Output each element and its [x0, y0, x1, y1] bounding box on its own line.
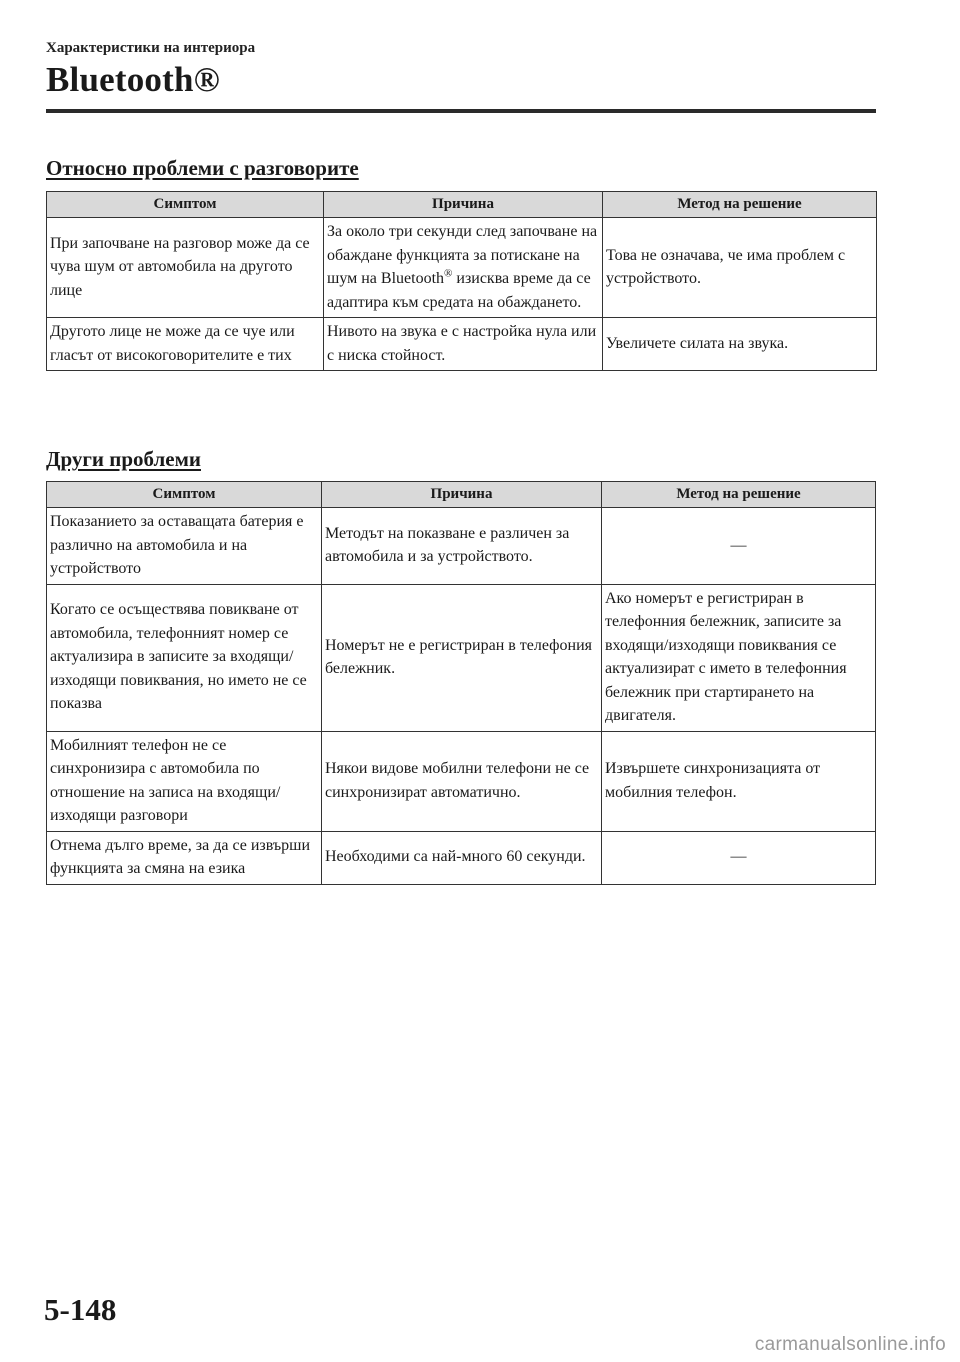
- column-header-cause: Причина: [324, 192, 603, 218]
- cause-cell: Методът на показване е различен за автомобила и за устройството.: [322, 508, 602, 585]
- solution-cell: —: [602, 508, 876, 585]
- column-header-symptom: Симптом: [47, 192, 324, 218]
- symptom-cell: Когато се осъществява повикване от автомобила, телефонният номер се актуализира в записите за входящи/изходящи повиквания, но името не се показва: [47, 584, 322, 731]
- symptom-cell: При започване на разговор може да се чува шум от автомобила на другото лице: [47, 218, 324, 318]
- table-header-row: [47, 192, 877, 218]
- cause-cell: Нивото на звука е с настройка нула или с ниска стойност.: [324, 318, 603, 371]
- call-problems-table: [46, 191, 877, 371]
- other-problems-table: [46, 481, 876, 885]
- cause-cell: Необходими са най-много 60 секунди.: [322, 831, 602, 884]
- solution-cell: —: [602, 831, 876, 884]
- cause-text-continued: изисква време да се адаптира към средата на обаждането.: [327, 270, 591, 311]
- cause-cell: Номерът не е регистриран в телефония бележник.: [322, 584, 602, 731]
- column-header-symptom: Симптом: [47, 482, 322, 508]
- symptom-cell: Отнема дълго време, за да се извърши функцията за смяна на езика: [47, 831, 322, 884]
- page-number: 5-148: [44, 1292, 117, 1327]
- cause-cell: Някои видове мобилни телефони не се синхронизират автоматично.: [322, 731, 602, 831]
- watermark: carmanualsonline.info: [754, 1334, 946, 1355]
- cause-text: За около три секунди след започване на обаждане функцията за потискане на шум на Bluetooth: [327, 223, 598, 287]
- column-header-solution: Метод на решение: [603, 192, 877, 218]
- symptom-cell: Другото лице не може да се чуе или гласът от високоговорителите е тих: [47, 318, 324, 371]
- column-header-solution: Метод на решение: [602, 482, 876, 508]
- solution-cell: Ако номерът е регистриран в телефонния бележник, записите за входящи/изходящи повиквания се актуализират с името в телефонния бележник при стартирането на двигателя.: [602, 584, 876, 731]
- page-title: Bluetooth®: [46, 60, 220, 99]
- symptom-cell: Мобилният телефон не се синхронизира с автомобила по отношение на записа на входящи/изходящи разговори: [47, 731, 322, 831]
- title-rule: [46, 109, 876, 113]
- table-row: [47, 318, 877, 371]
- table-row: [47, 508, 876, 585]
- table-row: [47, 218, 877, 318]
- table-row: [47, 831, 876, 884]
- symptom-cell: Показанието за оставащата батерия е различно на автомобила и на устройството: [47, 508, 322, 585]
- solution-cell: Това не означава, че има проблем с устройството.: [603, 218, 877, 318]
- section-label: Характеристики на интериора: [46, 40, 256, 56]
- table-row: [47, 584, 876, 731]
- solution-cell: Увеличете силата на звука.: [603, 318, 877, 371]
- table-header-row: [47, 482, 876, 508]
- table-row: [47, 731, 876, 831]
- column-header-cause: Причина: [322, 482, 602, 508]
- cause-cell: [324, 218, 603, 318]
- other-problems-heading: Други проблеми: [46, 447, 201, 471]
- registered-mark: ®: [444, 267, 453, 280]
- solution-cell: Извършете синхронизацията от мобилния телефон.: [602, 731, 876, 831]
- call-problems-heading: Относно проблеми с разговорите: [46, 156, 359, 180]
